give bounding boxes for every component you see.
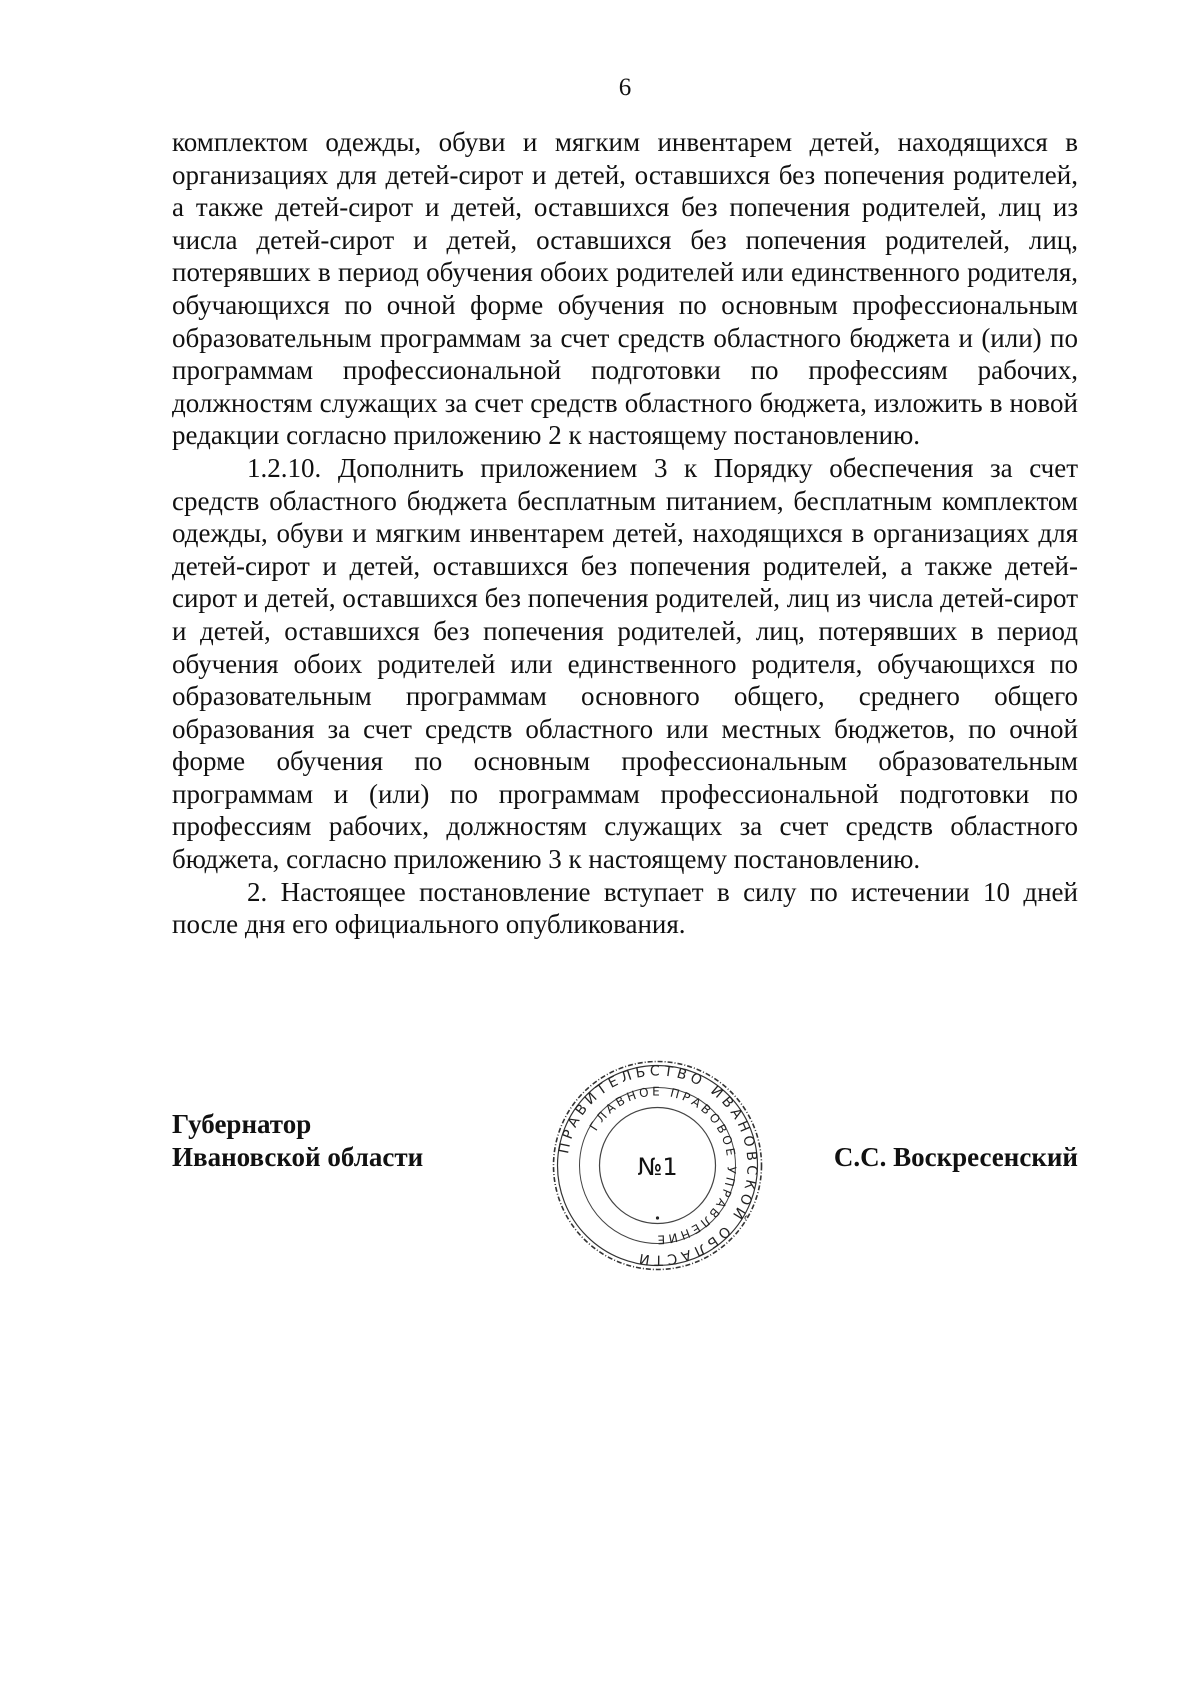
signer-name: С.С. Воскресенский (833, 1141, 1078, 1172)
seal-graphic (550, 1058, 765, 1273)
page-number: 6 (618, 74, 632, 101)
official-seal (550, 1058, 765, 1273)
paragraph-item-1-2-10: 1.2.10. Дополнить приложением 3 к Порядку обеспечения за счет средств областного бюджета бесплатным питанием, бесплатным комплектом одежды, обуви и мягким инвентарем детей, находящихся в организациях для детей-сирот и детей, оставшихся без попечения родителей, а также детей-сирот и детей, оставшихся без попечения родителей, лиц из числа детей-сирот и детей, оставшихся без попечения родителей, лиц, потерявших в период обучения обоих родителей или единственного родителя, обучающихся по образовательным программам основного общего, среднего общего образования за счет средств областного или местных бюджетов, по очной форме обучения по основным профессиональным образовательным программам и (или) по программам профессиональной подготовки по профессиям рабочих, должностям служащих за счет средств областного бюджета, согласно приложению 3 к настоящему постановлению. (172, 452, 1078, 875)
paragraph-item-2: 2. Настоящее постановление вступает в силу по истечении 10 дней после дня его официального опубликования. (172, 876, 1078, 940)
seal-inner-text: ГЛАВНОЕ ПРАВОВОЕ УПРАВЛЕНИЕ (586, 1084, 739, 1247)
signer-title-line-2: Ивановской области (172, 1141, 424, 1172)
signer-title (172, 1108, 423, 1173)
seal-outer-text: ПРАВИТЕЛЬСТВО ИВАНОВСКОЙ ОБЛАСТИ (556, 1063, 760, 1268)
seal-dot (656, 1216, 659, 1219)
document-body (172, 126, 1078, 941)
signer-title-line-1: Губернатор (172, 1109, 312, 1139)
seal-center-number: №1 (637, 1153, 678, 1181)
paragraph-continuation: комплектом одежды, обуви и мягким инвентарем детей, находящихся в организациях для детей-сирот и детей, оставшихся без попечения родителей, а также детей-сирот и детей, оставшихся без попечения родителей, лиц из числа детей-сирот и детей, оставшихся без попечения родителей, лиц, потерявших в период обучения обоих родителей или единственного родителя, обучающихся по очной форме обучения по основным профессиональным образовательным программам за счет средств областного бюджета и (или) по программам профессиональной подготовки по профессиям рабочих, должностям служащих за счет средств областного бюджета, изложить в новой редакции согласно приложению 2 к настоящему постановлению. (172, 127, 1078, 451)
